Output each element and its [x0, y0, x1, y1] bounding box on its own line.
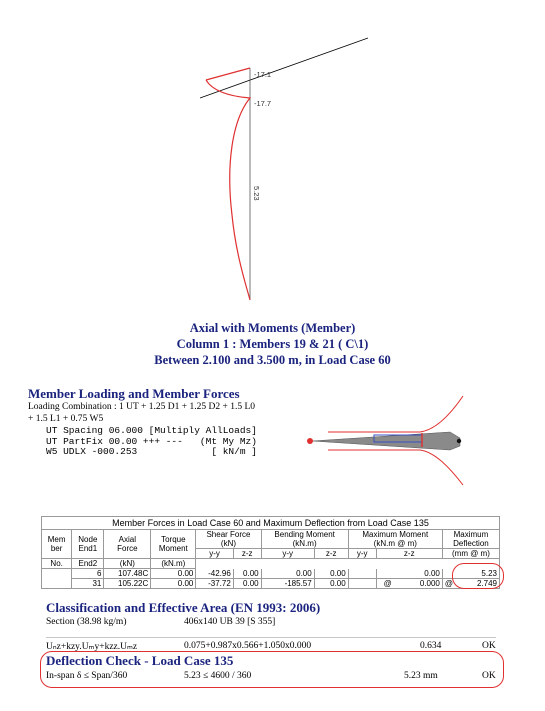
- header-bending: Bending Moment (kN.m): [261, 530, 348, 549]
- header-shear: Shear Force (kN): [196, 530, 261, 549]
- cell-at-sign: @: [376, 579, 398, 589]
- deflection-highlight: [452, 563, 504, 589]
- loading-combination-2: + 1.5 L1 + 0.75 W5: [28, 414, 104, 424]
- cell-bend-yy: 0.00: [261, 569, 314, 579]
- upper-force-curve: [328, 396, 463, 432]
- header-max-moment: Maximum Moment (kN.m @ m): [348, 530, 442, 549]
- lower-force-curve: [328, 450, 463, 485]
- deflection-heading: Deflection Check - Load Case 135: [46, 653, 234, 668]
- header-bend-zz: z-z: [314, 549, 348, 559]
- deflection-value: 5.23 mm: [404, 671, 438, 681]
- title-line-1: Axial with Moments (Member): [189, 321, 356, 335]
- header-shear-yy: y-y: [196, 549, 233, 559]
- cell-bend-yy: -185.57: [261, 579, 314, 589]
- table-row: [42, 579, 500, 589]
- header-maxmom-zz: z-z: [376, 549, 442, 559]
- title-line-3: Between 2.100 and 3.500 m, in Load Case 60: [154, 353, 391, 367]
- header-maxdef-unit: (mm @ m): [442, 549, 499, 559]
- member-forces-table: [41, 516, 500, 589]
- cell-bend-zz: 0.00: [314, 579, 348, 589]
- loading-combination-1: Loading Combination : 1 UT + 1.25 D1 + 1.25 D2 + 1.5 L0: [28, 402, 255, 412]
- cell-maxdef-at: 2.749: [462, 579, 500, 589]
- report-titles: [0, 320, 545, 368]
- interaction-values: 0.075+0.987x0.566+1.050x0.000: [184, 641, 312, 651]
- load-line-3: W5 UDLX -000.253 [ kN/m ]: [46, 446, 257, 457]
- end-node-dot: [457, 439, 461, 443]
- header-mem: Mem ber: [42, 530, 72, 559]
- load-line-2: UT PartFix 00.00 +++ --- (Mt My Mz): [46, 435, 257, 447]
- deflection-status: OK: [482, 671, 496, 681]
- cell-torque: 0.00: [151, 569, 196, 579]
- classification-heading: Classification and Effective Area (EN 1993: 2006): [46, 600, 321, 615]
- start-node-dot: [307, 438, 313, 444]
- moment-diagram: [0, 0, 545, 310]
- header-knm: (kN.m): [151, 559, 196, 569]
- cell-maxmom-zz: 0.00: [399, 569, 443, 579]
- header-node: Node End1: [72, 530, 104, 559]
- load-line-1: UT Spacing 06.000 [Multiply AllLoads]: [46, 425, 257, 436]
- section-label: Section (38.98 kg/m): [46, 617, 127, 627]
- deflection-criterion: In-span δ ≤ Span/360: [46, 671, 128, 681]
- interaction-ratio: 0.634: [420, 641, 442, 651]
- header-shear-zz: z-z: [233, 549, 261, 559]
- header-no: No.: [42, 559, 72, 569]
- cell-torque: 0.00: [151, 579, 196, 589]
- diagram-label-1: -17.1: [254, 70, 272, 79]
- header-torque: Torque Moment: [151, 530, 196, 559]
- cell-shear-yy: -42.96: [196, 569, 233, 579]
- interaction-formula: Uₙz+kzy.Uₘy+kzz.Uₘz: [46, 642, 138, 652]
- title-line-2: Column 1 : Members 19 & 21 ( C\1): [176, 337, 369, 351]
- cell-node: 6: [72, 569, 104, 579]
- member-loading-diagram: [300, 390, 480, 490]
- header-max-deflection: Maximum Deflection: [442, 530, 499, 549]
- cell-shear-yy: -37.72: [196, 579, 233, 589]
- deflection-check-highlight: [40, 651, 504, 688]
- diagram-label-3: 5.23: [252, 186, 261, 201]
- cell-shear-zz: 0.00: [233, 569, 261, 579]
- cell-at-sign: @: [442, 579, 461, 589]
- loading-heading: Member Loading and Member Forces: [28, 386, 240, 401]
- header-maxmom-yy: y-y: [348, 549, 376, 559]
- forces-table-title: Member Forces in Load Case 60 and Maximum Deflection from Load Case 135: [42, 517, 500, 530]
- cell-shear-zz: 0.00: [233, 579, 261, 589]
- cell-maxmom-at: 0.000: [399, 579, 443, 589]
- cell-axial: 105.22C: [104, 579, 151, 589]
- diagram-label-2: -17.7: [254, 99, 272, 108]
- interaction-status: OK: [482, 641, 496, 651]
- section-value: 406x140 UB 39 [S 355]: [184, 617, 276, 627]
- cell-maxdef: 5.23: [462, 569, 500, 579]
- header-bend-yy: y-y: [261, 549, 314, 559]
- header-end2: End2: [72, 559, 104, 569]
- load-list: [46, 426, 257, 458]
- divider: [46, 637, 496, 638]
- cell-bend-zz: 0.00: [314, 569, 348, 579]
- header-axial: Axial Force: [104, 530, 151, 559]
- member-axis-line: [200, 38, 368, 98]
- header-kn: (kN): [104, 559, 151, 569]
- deflection-check: 5.23 ≤ 4600 / 360: [184, 671, 252, 681]
- cell-node: 31: [72, 579, 104, 589]
- table-row: [42, 569, 500, 579]
- cell-axial: 107.48C: [104, 569, 151, 579]
- deflected-shape-curve: [206, 68, 250, 300]
